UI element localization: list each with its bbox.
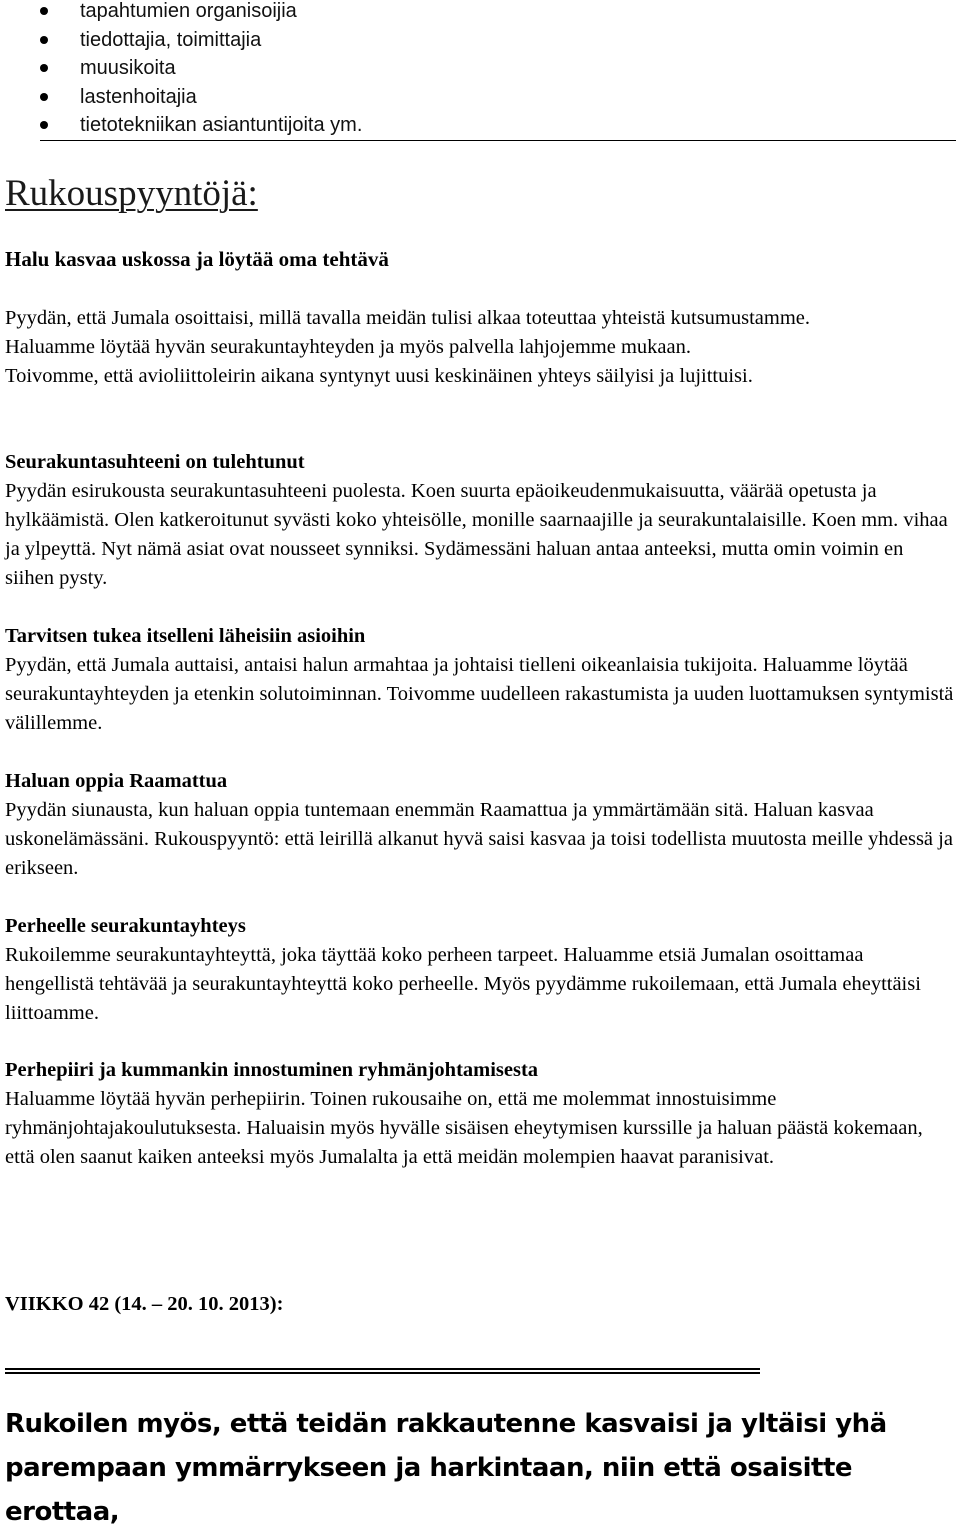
prayer-section — [5, 912, 955, 1028]
list-item: tapahtumien organisoijia — [40, 0, 362, 26]
section-heading: Haluan oppia Raamattua — [5, 770, 228, 792]
section-heading: Perheelle seurakuntayhteys — [5, 915, 246, 937]
section-heading: Perhepiiri ja kummankin innostuminen ryhmänjohtamisesta — [5, 1059, 539, 1081]
prayer-section — [5, 622, 955, 738]
section-subtitle: Halu kasvaa uskossa ja löytää oma tehtävä — [5, 247, 389, 271]
divider — [5, 1372, 760, 1374]
bullet-icon — [40, 64, 48, 72]
bullet-list — [40, 0, 362, 140]
scripture-line: parempaan ymmärrykseen ja harkintaan, niin että osaisitte erottaa, — [5, 1453, 853, 1527]
divider — [40, 140, 956, 141]
list-item: tietotekniikan asiantuntijoita ym. — [40, 111, 362, 140]
prayer-section — [5, 767, 955, 883]
page-title: Rukouspyyntöjä: — [5, 173, 258, 214]
paragraph: Pyydän, että Jumala osoittaisi, millä tavalla meidän tulisi alkaa toteuttaa yhteistä kutsumustamme. — [5, 307, 811, 329]
section-text: Pyydän esirukousta seurakuntasuhteeni puolesta. Koen suurta epäoikeudenmukaisuutta, väärää opetusta ja hylkäämistä. Olen katkeroitunut syvästi koko yhteisölle, monille saarnaajille ja seurakuntalaisille. Koen mm. vihaa ja ylpeyttä. Nyt nämä asiat ovat nousseet synniksi. Sydämessäni haluan antaa anteeksi, mutta omin voimin en siihen pysty. — [5, 480, 948, 589]
list-item: tiedottajia, toimittajia — [40, 26, 362, 55]
section-heading: Seurakuntasuhteeni on tulehtunut — [5, 451, 305, 473]
section-text: Haluamme löytää hyvän perhepiirin. Toinen rukousaihe on, että me molemmat innostuisimme ryhmänjohtajakoulutuksesta. Haluaisin myös hyvälle sisäisen eheytymisen kurssille ja haluan päästä kokemaan, että olen saanut kaiken anteeksi myös Jumalalta ja että meidän molempien haavat paranisivat. — [5, 1088, 923, 1168]
section-text: Pyydän siunausta, kun haluan oppia tuntemaan enemmän Raamattua ja ymmärtämään sitä. Haluan kasvaa uskonelämässäni. Rukouspyyntö: että leirillä alkanut hyvä saisi kasvaa ja toisi todellista muutosta meille yhdessä ja erikseen. — [5, 799, 953, 879]
section-text: Rukoilemme seurakuntayhteyttä, joka täyttää koko perheen tarpeet. Haluamme etsiä Jumalan osoittamaa hengellistä tehtävää ja seurakuntayhteyttä koko perheelle. Myös pyydämme rukoilemaan, että Jumala eheyttäisi liittoamme. — [5, 944, 921, 1024]
scripture-line: Rukoilen myös, että teidän rakkautenne kasvaisi ja yltäisi yhä — [5, 1409, 887, 1439]
list-item: muusikoita — [40, 54, 362, 83]
paragraph: Haluamme löytää hyvän seurakuntayhteyden ja myös palvella lahjojemme mukaan. — [5, 336, 691, 358]
bullet-icon — [40, 36, 48, 44]
week-heading: VIIKKO 42 (14. – 20. 10. 2013): — [5, 1293, 284, 1315]
section-heading: Tarvitsen tukea itselleni läheisiin asioihin — [5, 625, 366, 647]
list-item: lastenhoitajia — [40, 83, 362, 112]
bullet-icon — [40, 7, 48, 15]
divider — [5, 1368, 760, 1370]
bullet-icon — [40, 121, 48, 129]
section-text: Pyydän, että Jumala auttaisi, antaisi halun armahtaa ja johtaisi tielleni oikeanlaisia tukijoita. Haluamme löytää seurakuntayhteyden ja etenkin solutoiminnan. Toivomme uudelleen rakastumista ja uuden luottamuksen syntymistä välillemme. — [5, 654, 954, 734]
intro-paragraphs — [5, 304, 955, 391]
paragraph: Toivomme, että avioliittoleirin aikana syntynyt uusi keskinäinen yhteys säilyisi ja lujittuisi. — [5, 365, 753, 387]
prayer-section — [5, 448, 955, 593]
scripture-text — [5, 1402, 960, 1534]
bullet-icon — [40, 93, 48, 101]
prayer-section — [5, 1056, 955, 1172]
